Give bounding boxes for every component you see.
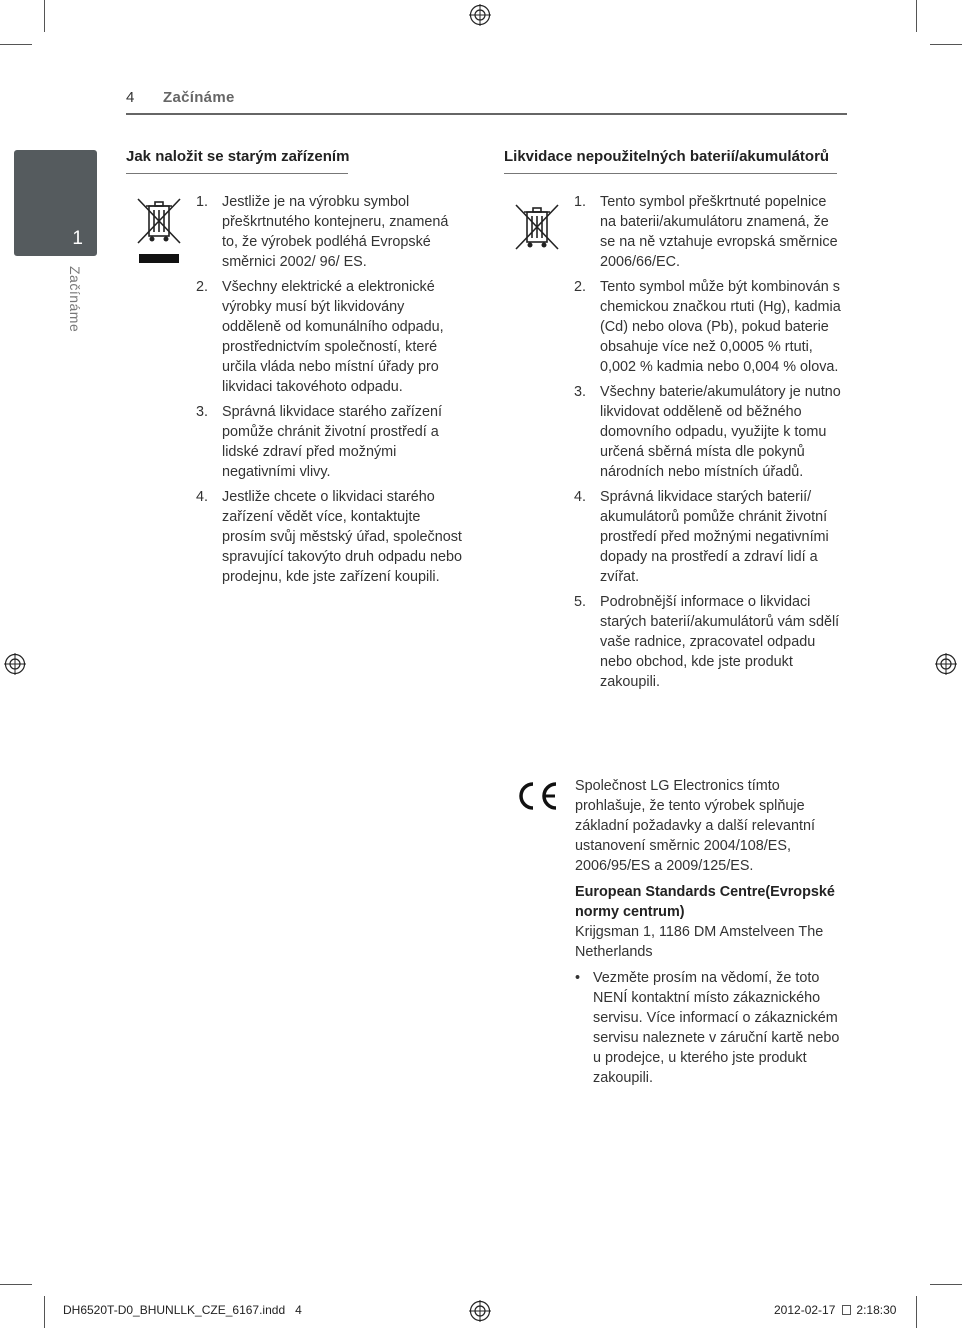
page-number: 4 xyxy=(126,89,135,106)
list-text: Správná likvidace starého zařízení pomůže chránit životní prostředí a lidské zdraví před možnými negativními vlivy. xyxy=(222,404,442,480)
crop-mark xyxy=(0,44,32,45)
registration-mark-icon xyxy=(469,1300,491,1322)
list-text: Správná likvidace starých baterií/ akumulátorů pomůže chránit životní prostředí před možnými negativními dopady na prostředí a zdraví lidí a zvířat. xyxy=(600,489,829,585)
crossed-out-bin-icon xyxy=(136,195,182,265)
crop-mark xyxy=(0,1284,32,1285)
list-number: 2. xyxy=(196,279,209,295)
list-item xyxy=(196,487,464,587)
list-text: Podrobnější informace o likvidaci starých baterií/akumulátorů vám sdělí vaše radnice, zpracovatel odpadu nebo obchod, kde jste produkt zakoupili. xyxy=(600,594,840,690)
list-text: Jestliže chcete o likvidaci starého zařízení vědět více, kontaktujte prosím svůj městský úřad, společnost spravující takovýto druh odpadu nebo prodejnu, kde jste zařízení koupili. xyxy=(222,489,463,585)
crop-mark xyxy=(44,1296,45,1328)
list-number: 1. xyxy=(574,194,587,210)
list-number: 3. xyxy=(574,384,587,400)
note-text: Vezměte prosím na vědomí, že toto NENÍ kontaktní místo zákaznického servisu. Více informací o zákaznickém servisu naleznete v záruční kartě nebo u prodejce, u kterého jste produkt zakoupili. xyxy=(593,970,840,1086)
registration-mark-icon xyxy=(935,653,957,675)
list-number: 4. xyxy=(196,489,209,505)
crop-mark xyxy=(930,1284,962,1285)
crossed-out-bin-icon xyxy=(514,201,560,253)
standards-centre-address: Krijgsman 1, 1186 DM Amstelveen The Netherlands xyxy=(575,924,824,960)
list-item xyxy=(574,382,842,482)
list-number: 1. xyxy=(196,194,209,210)
list-text: Tento symbol přeškrtnuté popelnice na baterii/akumulátoru znamená, že se na ně vztahuje evropská směrnice 2006/66/EC. xyxy=(600,194,838,270)
list-item xyxy=(574,277,842,377)
list-text: Tento symbol může být kombinován s chemickou značkou rtuti (Hg), kadmia (Cd) nebo olova (Pb), pokud baterie obsahuje více než 0,0005 % rtuti, 0,002 % kadmia nebo 0,004 % olova. xyxy=(600,279,841,375)
standards-centre-title: European Standards Centre(Evropské normy centrum) xyxy=(575,884,835,920)
list-number: 3. xyxy=(196,404,209,420)
header-divider xyxy=(126,113,847,115)
chapter-number: 1 xyxy=(72,228,83,249)
customer-service-note xyxy=(575,968,845,1088)
list-item xyxy=(196,402,464,482)
list-text: Všechny baterie/akumulátory je nutno likvidovat odděleně od běžného domovního odpadu, využijte k tomu určená sběrná místa dle pokynů národních nebo místních úřadů. xyxy=(600,384,841,480)
registration-mark-icon xyxy=(469,4,491,26)
list-number: 2. xyxy=(574,279,587,295)
crop-mark xyxy=(916,1296,917,1328)
list-text: Jestliže je na výrobku symbol přeškrtnutého kontejneru, znamená to, že výrobek podléhá Evropské směrnici 2002/ 96/ ES. xyxy=(222,194,449,270)
bullet-icon: • xyxy=(575,970,581,986)
left-column-heading: Jak naložit se starým zařízením xyxy=(126,148,348,174)
footer-filename: DH6520T-D0_BHUNLLK_CZE_6167.indd 4 xyxy=(63,1303,302,1317)
crop-mark xyxy=(916,0,917,32)
list-item xyxy=(196,192,464,272)
list-item xyxy=(574,592,842,692)
list-number: 4. xyxy=(574,489,587,505)
clock-icon xyxy=(842,1305,851,1315)
right-column-heading: Likvidace nepoužitelných baterií/akumulátorů xyxy=(504,148,837,174)
footer-timestamp xyxy=(774,1303,896,1317)
list-item xyxy=(574,192,842,272)
list-text: Všechny elektrické a elektronické výrobky musí být likvidovány odděleně od komunálního odpadu, prostřednictvím společností, které určila vláda nebo místní úřady pro likvidaci takovéhoto odpadu. xyxy=(222,279,444,395)
chapter-label: Začínáme xyxy=(67,266,83,333)
registration-mark-icon xyxy=(4,653,26,675)
standards-centre-block xyxy=(575,882,845,962)
ce-mark-icon xyxy=(514,779,560,813)
crop-mark xyxy=(930,44,962,45)
left-numbered-list xyxy=(196,192,464,592)
list-item xyxy=(196,277,464,397)
section-title: Začínáme xyxy=(163,89,235,106)
footer-time: 2:18:30 xyxy=(856,1303,897,1317)
ce-declaration: Společnost LG Electronics tímto prohlašuje, že tento výrobek splňuje základní požadavky a další relevantní ustanovení směrnic 2004/108/ES, 2006/95/ES a 2009/125/ES. xyxy=(575,778,815,874)
crop-mark xyxy=(44,0,45,32)
chapter-tab xyxy=(14,150,97,256)
footer-date: 2012-02-17 xyxy=(774,1303,836,1317)
right-numbered-list xyxy=(574,192,842,697)
list-number: 5. xyxy=(574,594,587,610)
list-item xyxy=(574,487,842,587)
